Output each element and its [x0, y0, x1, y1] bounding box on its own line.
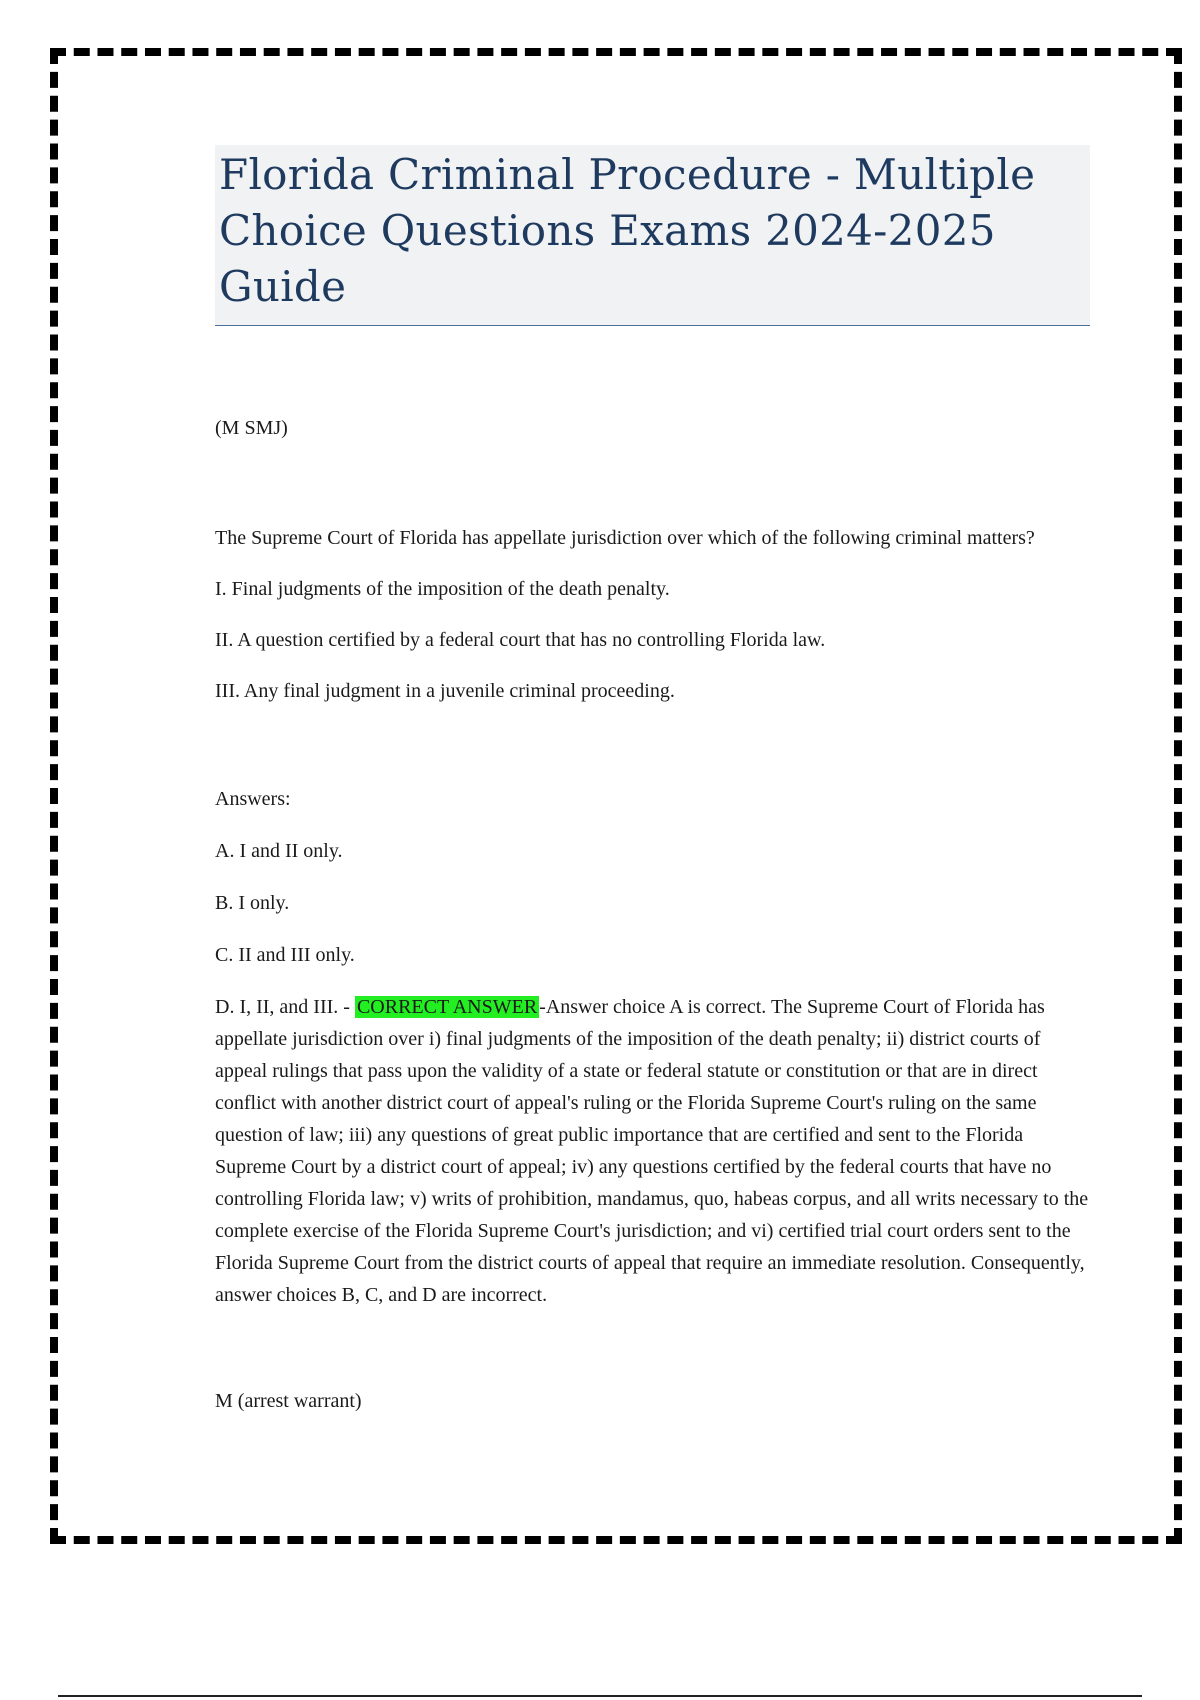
answer-explanation: -Answer choice A is correct. The Supreme Court of Florida has appellate jurisdiction over i) final judgments of the imposition of the death penalty; ii) district courts of appeal rulings that pass upon the validity of a state or federal statute or constitution or that are in direct conflict with another district court of appeal's ruling or the Florida Supreme Court's ruling on the same question of law; iii) any questions of great public importance that are certified and sent to the Florida Supreme Court by a district court of appeal; iv) any questions certified by the federal courts that have no controlling Florida law; v) writs of prohibition, mandamus, quo, habeas corpus, and all writs necessary to the complete exercise of the Florida Supreme Court's jurisdiction; and vi) certified trial court orders sent to the Florida Supreme Court from the district courts of appeal that require an immediate resolution. Consequently, answer choices B, C, and D are incorrect. — [215, 996, 1089, 1306]
section-tag: (M SMJ) — [215, 417, 288, 439]
question-text: The Supreme Court of Florida has appellate jurisdiction over which of the following criminal matters? — [215, 527, 1035, 549]
answer-option-a: A. I and II only. — [215, 840, 343, 862]
answer-option-c: C. II and III only. — [215, 944, 355, 966]
statement-item: II. A question certified by a federal court that has no controlling Florida law. — [215, 629, 826, 651]
correct-answer-highlight: CORRECT ANSWER — [356, 996, 538, 1018]
statement-item: III. Any final judgment in a juvenile criminal proceeding. — [215, 680, 675, 702]
title-box — [215, 145, 1090, 326]
footer-rule — [58, 1695, 1142, 1697]
next-section-tag: M (arrest warrant) — [215, 1390, 362, 1412]
answers-label: Answers: — [215, 788, 291, 810]
statement-item: I. Final judgments of the imposition of the death penalty. — [215, 578, 670, 600]
answer-option-d — [215, 991, 1090, 1311]
document-content — [215, 145, 1090, 1417]
document-title: Florida Criminal Procedure - Multiple Choice Questions Exams 2024-2025 Guide — [219, 150, 1036, 311]
option-d-prefix: D. I, II, and III. - — [215, 996, 355, 1018]
answer-option-b: B. I only. — [215, 892, 290, 914]
